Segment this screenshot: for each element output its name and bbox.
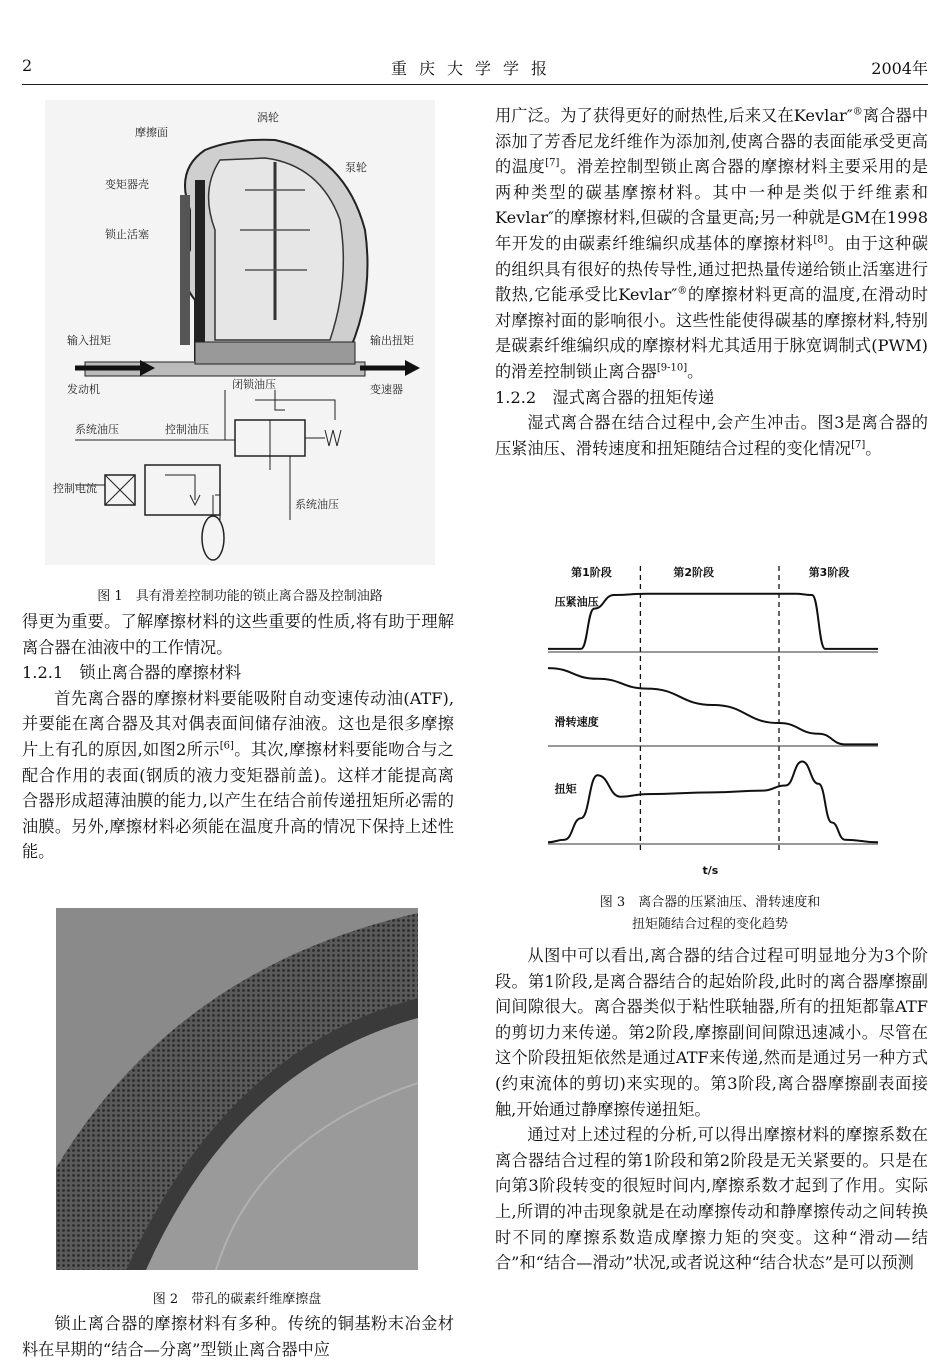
journal-title: 重庆大学学报	[390, 59, 559, 78]
label-friction: 摩擦面	[135, 126, 168, 139]
series-label-2: 滑转速度	[554, 715, 599, 729]
label-system-pressure: 系统油压	[75, 423, 119, 436]
label-pump: 泵轮	[345, 161, 367, 174]
phase-label-2: 第2阶段	[673, 566, 715, 579]
label-transmission: 变速器	[370, 383, 403, 396]
phase-label-1: 第1阶段	[571, 566, 612, 579]
left-paragraph-1: 得更为重要。了解摩擦材料的这些重要的性质,将有助于理解离合器在油液中的工作情况。	[22, 612, 454, 657]
series-line-2	[548, 668, 878, 744]
figure-2-photo	[56, 908, 418, 1270]
ref-9-10: [9-10]	[656, 362, 688, 374]
right-p1c: 。滑差控制型锁止离合器的摩擦材料主要采用的是两种类型的碳基摩擦材料。其中一种是类似于纤维素和Kevlar″的摩擦材料,但碳的含量更高;另一种就是GM在1998年开发的由碳素纤维编织成基体的摩擦材料	[495, 157, 929, 253]
label-lockup-piston: 锁止活塞	[105, 228, 149, 241]
figure-3-caption-line-2: 扭矩随结合过程的变化趋势	[631, 917, 788, 932]
left-column-bottom	[22, 1311, 454, 1362]
label-control-current: 控制电流	[53, 482, 97, 495]
section-1-2-2-heading: 1.2.2 湿式离合器的扭矩传递	[495, 387, 715, 407]
x-axis-label: t/s	[702, 864, 719, 877]
label-lock-pressure: 闭锁油压	[232, 378, 276, 391]
label-torque-converter-shell: 变矩器壳	[105, 178, 149, 191]
label-output-torque: 输出扭矩	[370, 334, 414, 347]
page-header	[22, 56, 928, 78]
right-paragraph-4: 通过对上述过程的分析,可以得出摩擦材料的摩擦系数在离合器结合过程的第1阶段和第2阶段是无关紧要的。只是在向第3阶段转变的很短时间内,摩擦系数才起到了作用。实际上,所谓的冲击现象就是在动摩擦传动和静摩擦传动之间转换时不同的摩擦系数造成摩擦力矩的突变。这种“滑动—结合”和“结合—滑动”状况,或者说这种“结合状态”是可以预测	[495, 1125, 928, 1273]
left-p2b-text: 。其次,摩擦材料要能吻合与之配合作用的表面(钢质的液力变矩器前盖)。这样才能提高离合器形成超薄油膜的能力,以产生在结合前传递扭矩所必需的油膜。另外,摩擦材料必须能在温度升高的情况下保持上述性能。	[22, 739, 454, 862]
ref-7: [7]	[545, 157, 560, 169]
right-p1d: 。由于这种碳的组织具有很好的热传导性,通过把热量传递给锁止活塞进行散热,它能承受比Kevlar″	[495, 233, 929, 305]
right-paragraph-1	[495, 103, 928, 385]
figure-3-chart	[538, 562, 883, 880]
ref-8: [8]	[813, 234, 828, 246]
phase-label-3: 第3阶段	[808, 566, 850, 579]
figure-3-caption	[525, 892, 895, 936]
label-input-torque: 输入扭矩	[67, 334, 111, 347]
right-column-bottom	[495, 943, 928, 1276]
right-column-top	[495, 103, 928, 461]
label-system-pressure-2: 系统油压	[295, 498, 339, 511]
page-number: 2	[22, 56, 33, 75]
right-p1a: 用广泛。为了获得更好的耐热性,后来又在Kevlar″	[495, 106, 853, 125]
figure-1-diagram	[45, 100, 435, 565]
ref-6: [6]	[219, 740, 234, 752]
registered-mark-2: ®	[677, 285, 688, 297]
left-column-top	[22, 609, 454, 865]
series-label-3: 扭矩	[554, 782, 577, 796]
left-paragraph-2	[22, 686, 454, 865]
right-p1e: 的摩擦材料更高的温度,在滑动时对摩擦衬面的影响很小。这些性能使得碳基的摩擦材料,特别是碳素纤维编织成的摩擦材料尤其适用于脉宽调制式(PWM)的滑差控制锁止离合器	[495, 285, 928, 381]
label-turbine: 涡轮	[257, 111, 279, 124]
figure-3-caption-line-1: 图 3 离合器的压紧油压、滑转速度和	[599, 895, 821, 910]
right-p2b: 。	[865, 438, 882, 458]
ref-7b: [7]	[851, 439, 866, 451]
label-control-pressure: 控制油压	[165, 423, 209, 436]
label-engine: 发动机	[67, 383, 100, 396]
right-paragraph-2	[495, 410, 928, 461]
left-paragraph-3: 锁止离合器的摩擦材料有多种。传统的铜基粉末冶金材料在早期的“结合—分离”型锁止离合器中应	[22, 1314, 454, 1359]
left-p2-text: 首先离合器的摩擦材料要能吸附自动变速传动油(ATF),并要能在离合器及其对偶表面间储存油液。这也是很多摩擦片上有孔的原因,如图2所示	[22, 688, 454, 759]
year: 2004年	[871, 59, 928, 78]
right-p2: 湿式离合器在结合过程中,会产生冲击。图3是离合器的压紧油压、滑转速度和扭矩随结合过程的变化情况	[495, 413, 928, 458]
right-p1b: 离合器中添加了芳香尼龙纤维作为添加剂,使离合器的表面能承受更高的温度	[495, 106, 929, 177]
header-rule	[22, 84, 928, 85]
right-p1f: 。	[687, 361, 704, 381]
figure-1-caption: 图 1 具有滑差控制功能的锁止离合器及控制油路	[97, 589, 383, 604]
right-paragraph-3: 从图中可以看出,离合器的结合过程可明显地分为3个阶段。第1阶段,是离合器结合的起始阶段,此时的离合器摩擦副间间隙很大。离合器类似于粘性联轴器,所有的扭矩都靠ATF的剪切力来传递。第2阶段,摩擦副间间隙迅速减小。尽管在这个阶段扭矩依然是通过ATF来传递,然而是通过另一种方式(约束流体的剪切)来实现的。第3阶段,离合器摩擦副表面接触,开始通过静摩擦传递扭矩。	[495, 946, 928, 1119]
figure-2-caption: 图 2 带孔的碳素纤维摩擦盘	[152, 1292, 322, 1307]
section-1-2-1-heading: 1.2.1 锁止离合器的摩擦材料	[22, 663, 242, 683]
series-label-1: 压紧油压	[554, 595, 599, 609]
series-line-3	[548, 761, 878, 842]
registered-mark-1: ®	[852, 106, 863, 118]
